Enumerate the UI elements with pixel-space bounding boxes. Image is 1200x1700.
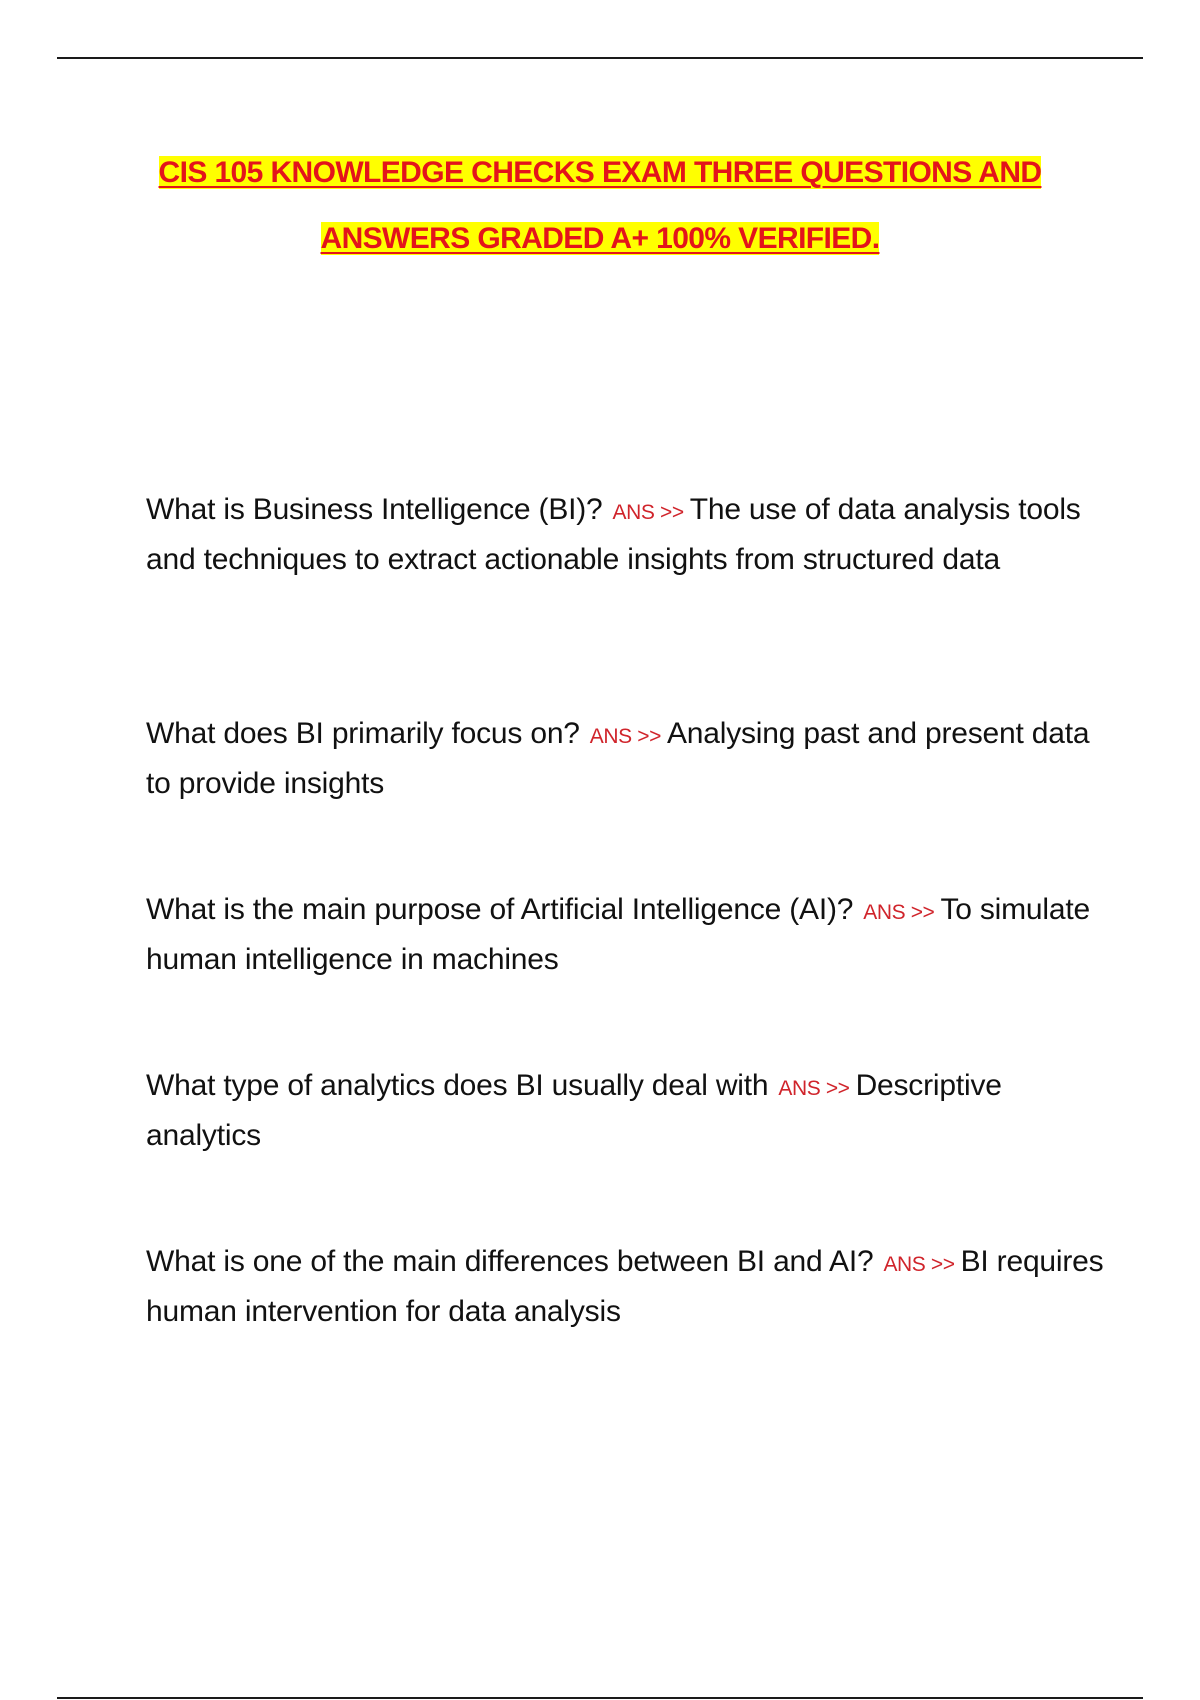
qa-item [146,486,1106,583]
answer-text: Descriptive analytics [146,1069,1002,1152]
qa-item [146,710,1106,807]
ans-label: ANS >> [778,1077,850,1100]
answer-text: The use of data analysis tools and techniques to extract actionable insights from structured data [146,493,1081,576]
title-line-2: ANSWERS GRADED A+ 100% VERIFIED. [320,222,880,255]
ans-label: ANS >> [612,501,684,524]
title-line-1: CIS 105 KNOWLEDGE CHECKS EXAM THREE QUESTIONS AND [158,156,1042,189]
qa-item [146,1062,1106,1159]
question-text: What is the main purpose of Artificial Intelligence (AI)? [146,893,854,926]
question-text: What is Business Intelligence (BI)? [146,493,603,526]
ans-label: ANS >> [589,725,661,748]
question-text: What type of analytics does BI usually deal with [146,1069,769,1102]
bottom-rule [57,1697,1143,1699]
answer-text: Analysing past and present data to provide insights [146,717,1090,800]
document-title [100,140,1100,272]
top-rule [57,57,1143,59]
qa-item [146,886,1106,983]
question-text: What is one of the main differences between BI and AI? [146,1245,874,1278]
ans-label: ANS >> [883,1253,955,1276]
answer-text: To simulate human intelligence in machines [146,893,1090,976]
qa-item [146,1238,1106,1335]
ans-label: ANS >> [863,901,935,924]
question-text: What does BI primarily focus on? [146,717,580,750]
answer-text: BI requires human intervention for data analysis [146,1245,1104,1328]
